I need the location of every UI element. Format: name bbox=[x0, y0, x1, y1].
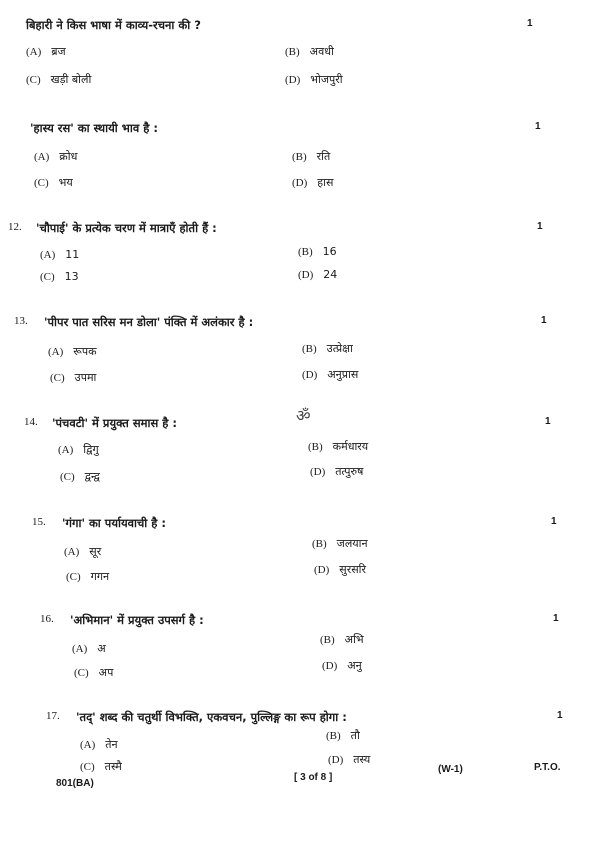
option-c bbox=[74, 665, 113, 680]
option-text: अवधी bbox=[309, 45, 334, 58]
option-label: (B) bbox=[312, 538, 327, 550]
option-a bbox=[40, 248, 79, 261]
option-c bbox=[66, 569, 109, 584]
question-text: 'पंचवटी' में प्रयुक्त समास है : bbox=[52, 416, 177, 430]
option-b bbox=[298, 245, 337, 258]
option-text: रति bbox=[316, 150, 331, 163]
pto-label: P.T.O. bbox=[534, 762, 561, 773]
option-a bbox=[48, 344, 97, 359]
question-text: बिहारी ने किस भाषा में काव्य-रचना की ? bbox=[26, 18, 201, 32]
option-a bbox=[72, 641, 106, 656]
option-text: हास bbox=[317, 176, 334, 189]
option-text: उपमा bbox=[74, 371, 97, 384]
question-16 bbox=[0, 613, 595, 693]
option-b bbox=[320, 632, 364, 647]
question-marks: 1 bbox=[537, 221, 543, 232]
option-a bbox=[34, 149, 77, 164]
option-label: (D) bbox=[328, 754, 344, 766]
option-d bbox=[322, 658, 362, 673]
question-marks: 1 bbox=[551, 516, 557, 527]
option-label: (A) bbox=[72, 643, 88, 655]
option-label: (B) bbox=[292, 151, 307, 163]
question-13 bbox=[0, 315, 595, 395]
question-marks: 1 bbox=[553, 613, 559, 624]
option-b bbox=[302, 341, 353, 356]
question-text: 'अभिमान' में प्रयुक्त उपसर्ग है : bbox=[70, 613, 204, 627]
option-label: (A) bbox=[48, 346, 64, 358]
question-marks: 1 bbox=[545, 416, 551, 427]
question-text: 'हास्य रस' का स्थायी भाव है : bbox=[30, 121, 158, 135]
option-text: कर्मधारय bbox=[332, 440, 369, 453]
option-a bbox=[26, 44, 66, 59]
option-label: (A) bbox=[80, 739, 96, 751]
question-bihari-language bbox=[0, 18, 595, 98]
option-b bbox=[308, 439, 368, 454]
option-b bbox=[292, 149, 330, 164]
option-d bbox=[328, 752, 370, 767]
option-text: अभि bbox=[344, 633, 364, 646]
option-label: (D) bbox=[310, 466, 326, 478]
option-label: (B) bbox=[326, 730, 341, 742]
option-label: (D) bbox=[292, 177, 308, 189]
question-number: 16. bbox=[40, 613, 54, 625]
option-c bbox=[60, 469, 100, 484]
option-text: 11 bbox=[65, 248, 80, 261]
option-text: गगन bbox=[90, 570, 110, 583]
option-text: द्विगु bbox=[83, 443, 99, 456]
question-15 bbox=[0, 516, 595, 596]
option-label: (C) bbox=[50, 372, 65, 384]
question-marks: 1 bbox=[527, 18, 533, 29]
option-text: 16 bbox=[322, 245, 337, 258]
option-text: खड़ी बोली bbox=[50, 73, 92, 86]
option-d bbox=[302, 367, 358, 382]
option-label: (D) bbox=[322, 660, 338, 672]
option-label: (A) bbox=[58, 444, 74, 456]
question-text: 'तद्' शब्द की चतुर्थी विभक्ति, एकवचन, पुल्लिङ्ग का रूप होगा : bbox=[76, 710, 347, 724]
stray-om-mark: ॐ bbox=[296, 406, 311, 425]
question-14 bbox=[0, 416, 595, 496]
option-a bbox=[80, 737, 118, 752]
series-code: (W-1) bbox=[438, 764, 463, 775]
question-marks: 1 bbox=[535, 121, 541, 132]
option-text: ब्रज bbox=[51, 45, 66, 58]
option-label: (C) bbox=[74, 667, 89, 679]
option-b bbox=[326, 728, 360, 743]
option-text: भय bbox=[58, 176, 73, 189]
option-c bbox=[26, 72, 91, 87]
option-b bbox=[285, 44, 334, 59]
option-label: (C) bbox=[26, 74, 41, 86]
question-number: 17. bbox=[46, 710, 60, 722]
option-text: सूर bbox=[89, 545, 102, 558]
option-label: (A) bbox=[64, 546, 80, 558]
option-text: अप bbox=[98, 666, 114, 679]
option-label: (B) bbox=[302, 343, 317, 355]
option-label: (C) bbox=[34, 177, 49, 189]
option-label: (C) bbox=[80, 761, 95, 773]
option-text: तत्पुरुष bbox=[335, 465, 364, 478]
option-text: भोजपुरी bbox=[310, 73, 343, 86]
question-text: 'चौपाई' के प्रत्येक चरण में मात्राएँ होती हैं : bbox=[36, 221, 217, 235]
option-text: क्रोध bbox=[59, 150, 78, 163]
option-text: 24 bbox=[323, 268, 338, 281]
question-number: 13. bbox=[14, 315, 28, 327]
option-label: (A) bbox=[34, 151, 50, 163]
option-label: (D) bbox=[298, 269, 314, 281]
question-number: 15. bbox=[32, 516, 46, 528]
question-12 bbox=[0, 221, 595, 301]
question-text: 'गंगा' का पर्यायवाची है : bbox=[62, 516, 167, 530]
option-d bbox=[285, 72, 343, 87]
option-label: (B) bbox=[285, 46, 300, 58]
option-label: (D) bbox=[302, 369, 318, 381]
option-d bbox=[292, 175, 333, 190]
option-text: तस्मै bbox=[104, 760, 122, 773]
option-a bbox=[58, 442, 99, 457]
option-text: द्वन्द्व bbox=[84, 470, 100, 483]
option-label: (B) bbox=[298, 246, 313, 258]
option-text: तस्य bbox=[353, 753, 371, 766]
option-text: अनु bbox=[347, 659, 362, 672]
option-label: (C) bbox=[60, 471, 75, 483]
option-label: (C) bbox=[40, 271, 55, 283]
option-label: (D) bbox=[314, 564, 330, 576]
question-number: 14. bbox=[24, 416, 38, 428]
option-d bbox=[310, 464, 363, 479]
question-text: 'पीपर पात सरिस मन डोला' पंक्ति में अलंकार है : bbox=[44, 315, 254, 329]
option-text: सुरसरि bbox=[339, 563, 367, 576]
option-text: उत्प्रेक्षा bbox=[326, 342, 353, 355]
question-marks: 1 bbox=[557, 710, 563, 721]
option-text: तौ bbox=[350, 729, 360, 742]
option-c bbox=[34, 175, 73, 190]
question-number: 12. bbox=[8, 221, 22, 233]
option-d bbox=[298, 268, 337, 281]
option-text: अनुप्रास bbox=[327, 368, 359, 381]
option-label: (A) bbox=[40, 249, 56, 261]
paper-code: 801(BA) bbox=[56, 778, 94, 789]
option-text: 13 bbox=[64, 270, 79, 283]
option-text: रूपक bbox=[73, 345, 97, 358]
option-c bbox=[80, 759, 122, 774]
option-text: जलयान bbox=[336, 537, 368, 550]
option-label: (B) bbox=[308, 441, 323, 453]
option-a bbox=[64, 544, 101, 559]
option-d bbox=[314, 562, 366, 577]
option-text: अ bbox=[97, 642, 106, 655]
option-c bbox=[50, 370, 96, 385]
option-label: (A) bbox=[26, 46, 42, 58]
option-label: (C) bbox=[66, 571, 81, 583]
question-hasya-ras bbox=[0, 121, 595, 201]
question-marks: 1 bbox=[541, 315, 547, 326]
page-indicator: [ 3 of 8 ] bbox=[294, 772, 333, 783]
option-b bbox=[312, 536, 368, 551]
option-c bbox=[40, 270, 79, 283]
option-label: (D) bbox=[285, 74, 301, 86]
option-text: तेन bbox=[105, 738, 118, 751]
option-label: (B) bbox=[320, 634, 335, 646]
